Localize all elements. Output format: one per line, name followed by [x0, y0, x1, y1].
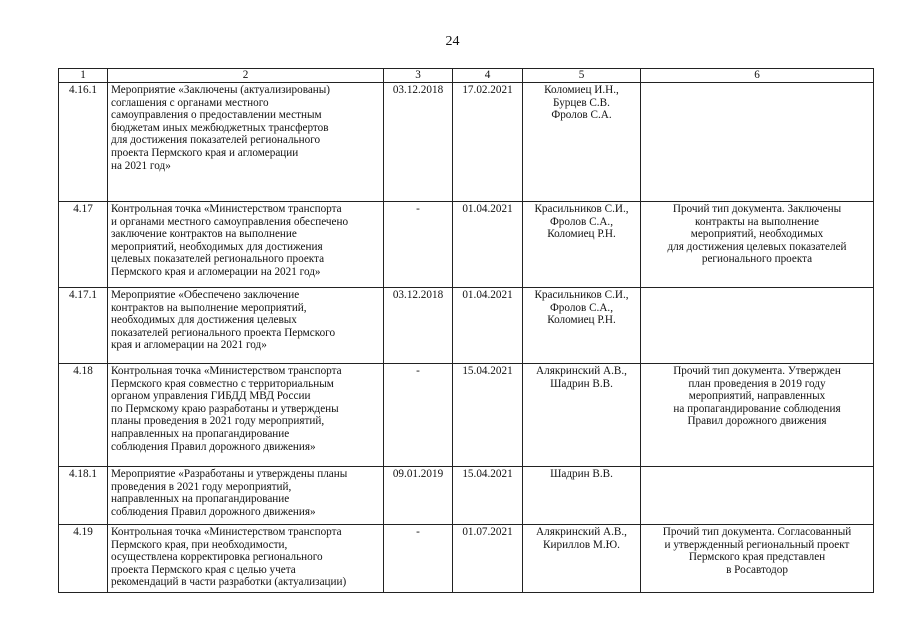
text_lines-line: Мероприятие «Заключены (актуализированы): [111, 84, 331, 96]
column-header: 4: [453, 69, 523, 83]
plan-table: [58, 68, 874, 593]
item-number-cell: 4.18: [59, 364, 108, 467]
note-cell: [641, 525, 874, 593]
text_lines-line: рекомендаций в части разработки (актуализации): [111, 576, 347, 589]
responsible_lines-line: Коломиец Р.Н.: [547, 228, 616, 241]
note_lines-line: Правил дорожного движения: [687, 415, 827, 428]
start-date-cell: 03.12.2018: [384, 288, 453, 364]
responsible_lines-line: Коломиец Р.Н.: [547, 314, 616, 327]
responsible_lines-line: Фролов С.А.: [551, 109, 612, 122]
item-description-cell: [108, 467, 384, 525]
note_lines-line: и утвержденный региональный проект: [664, 538, 850, 551]
text_lines-line: края и агломерации на 2021 год»: [111, 339, 267, 352]
text_lines-line: мероприятий, необходимых для достижения: [111, 240, 323, 253]
responsible_lines-line: Бурцев С.В.: [553, 96, 610, 109]
responsible-cell: [523, 467, 641, 525]
text_lines-line: целевых показателей регионального проекта: [111, 253, 325, 266]
responsible-cell: [523, 288, 641, 364]
responsible_lines-line: Фролов С.А.,: [549, 301, 614, 314]
note_lines-line: мероприятий, необходимых: [690, 228, 824, 241]
note_lines-line: контракты на выполнение: [695, 215, 819, 228]
text_lines-line: самоуправления о предоставлении местным: [111, 109, 322, 122]
text_lines-line: Контрольная точка «Министерством транспорта: [111, 203, 342, 215]
note_lines-line: Прочий тип документа. Заключены: [672, 203, 842, 215]
responsible_lines-line: Красильников С.И.,: [534, 289, 629, 301]
text_lines-line: необходимых для достижения целевых: [111, 314, 297, 327]
text_lines-line: Мероприятие «Разработаны и утверждены планы: [111, 468, 348, 480]
text_lines-line: бюджетам иных межбюджетных трансфертов: [111, 121, 329, 134]
text_lines-line: соблюдения Правил дорожного движения»: [111, 440, 316, 453]
table-row: [59, 202, 874, 288]
text_lines-line: соглашения с органами местного: [111, 96, 269, 109]
end-date-cell: 01.04.2021: [453, 288, 523, 364]
text_lines-line: проекта Пермского края и агломерации: [111, 146, 299, 159]
note_lines-line: мероприятий, направленных: [688, 390, 826, 403]
item-description-cell: [108, 202, 384, 288]
responsible-cell: [523, 202, 641, 288]
responsible_lines-line: Алякринский А.В.,: [536, 365, 627, 377]
responsible-cell: [523, 525, 641, 593]
text_lines-line: контрактов на выполнение мероприятий,: [111, 301, 307, 314]
note-cell: [641, 83, 874, 202]
column-header: 6: [641, 69, 874, 83]
start-date-cell: -: [384, 364, 453, 467]
column-header: 3: [384, 69, 453, 83]
note-cell: [641, 467, 874, 525]
note-cell: [641, 202, 874, 288]
note_lines-line: Прочий тип документа. Утвержден: [673, 365, 841, 377]
item-number-cell: 4.17: [59, 202, 108, 288]
text_lines-line: соблюдения Правил дорожного движения»: [111, 505, 316, 518]
note_lines-line: на пропагандирование соблюдения: [673, 402, 841, 415]
start-date-cell: 09.01.2019: [384, 467, 453, 525]
text_lines-line: направленных на пропагандирование: [111, 493, 290, 506]
note-cell: [641, 288, 874, 364]
start-date-cell: -: [384, 525, 453, 593]
table-row: [59, 525, 874, 593]
text_lines-line: Контрольная точка «Министерством транспорта: [111, 365, 342, 377]
start-date-cell: -: [384, 202, 453, 288]
text_lines-line: осуществлена корректировка регионального: [111, 551, 323, 564]
column-header: 2: [108, 69, 384, 83]
column-header: 5: [523, 69, 641, 83]
item-description-cell: [108, 364, 384, 467]
text_lines-line: заключение контрактов на выполнение: [111, 228, 297, 241]
text_lines-line: по Пермскому краю разработаны и утверждены: [111, 402, 339, 415]
responsible_lines-line: Шадрин В.В.: [550, 468, 613, 480]
column-header: 1: [59, 69, 108, 83]
table-row: [59, 364, 874, 467]
text_lines-line: планы проведения в 2021 году мероприятий,: [111, 415, 325, 428]
text_lines-line: для достижения показателей регионального: [111, 134, 321, 147]
table-row: [59, 83, 874, 202]
item-number-cell: 4.18.1: [59, 467, 108, 525]
text_lines-line: Пермского края, при необходимости,: [111, 538, 288, 551]
text_lines-line: органом управления ГИБДД МВД России: [111, 390, 311, 403]
end-date-cell: 01.04.2021: [453, 202, 523, 288]
start-date-cell: 03.12.2018: [384, 83, 453, 202]
item-number-cell: 4.16.1: [59, 83, 108, 202]
table-row: [59, 288, 874, 364]
text_lines-line: Контрольная точка «Министерством транспорта: [111, 526, 342, 538]
item-description-cell: [108, 83, 384, 202]
page-number: 24: [445, 34, 460, 49]
item-description-cell: [108, 525, 384, 593]
responsible_lines-line: Кириллов М.Ю.: [543, 538, 620, 551]
end-date-cell: 15.04.2021: [453, 467, 523, 525]
responsible-cell: [523, 83, 641, 202]
responsible_lines-line: Алякринский А.В.,: [536, 526, 627, 538]
table-header-row: [59, 69, 874, 83]
text_lines-line: показателей регионального проекта Пермского: [111, 326, 336, 339]
note-cell: [641, 364, 874, 467]
text_lines-line: на 2021 год»: [111, 159, 171, 172]
note_lines-line: для достижения целевых показателей: [667, 240, 847, 253]
note_lines-line: регионального проекта: [701, 253, 813, 266]
end-date-cell: 15.04.2021: [453, 364, 523, 467]
end-date-cell: 17.02.2021: [453, 83, 523, 202]
end-date-cell: 01.07.2021: [453, 525, 523, 593]
note_lines-line: Пермского края представлен: [688, 551, 826, 564]
text_lines-line: направленных на пропагандирование: [111, 427, 290, 440]
item-number-cell: 4.19: [59, 525, 108, 593]
responsible_lines-line: Коломиец И.Н.,: [544, 84, 619, 96]
responsible_lines-line: Красильников С.И.,: [534, 203, 629, 215]
responsible_lines-line: Шадрин В.В.: [550, 377, 613, 390]
text_lines-line: Мероприятие «Обеспечено заключение: [111, 289, 300, 301]
table-row: [59, 467, 874, 525]
responsible_lines-line: Фролов С.А.,: [549, 215, 614, 228]
text_lines-line: Пермского края совместно с территориальным: [111, 377, 334, 390]
responsible-cell: [523, 364, 641, 467]
note_lines-line: Прочий тип документа. Согласованный: [662, 526, 852, 538]
text_lines-line: проведения в 2021 году мероприятий,: [111, 480, 292, 493]
text_lines-line: и органами местного самоуправления обеспечено: [111, 215, 349, 228]
text_lines-line: проекта Пермского края с целью учета: [111, 563, 296, 576]
item-description-cell: [108, 288, 384, 364]
note_lines-line: план проведения в 2019 году: [688, 377, 826, 390]
note_lines-line: в Росавтодор: [726, 563, 788, 576]
text_lines-line: Пермского края и агломерации на 2021 год»: [111, 265, 321, 278]
item-number-cell: 4.17.1: [59, 288, 108, 364]
